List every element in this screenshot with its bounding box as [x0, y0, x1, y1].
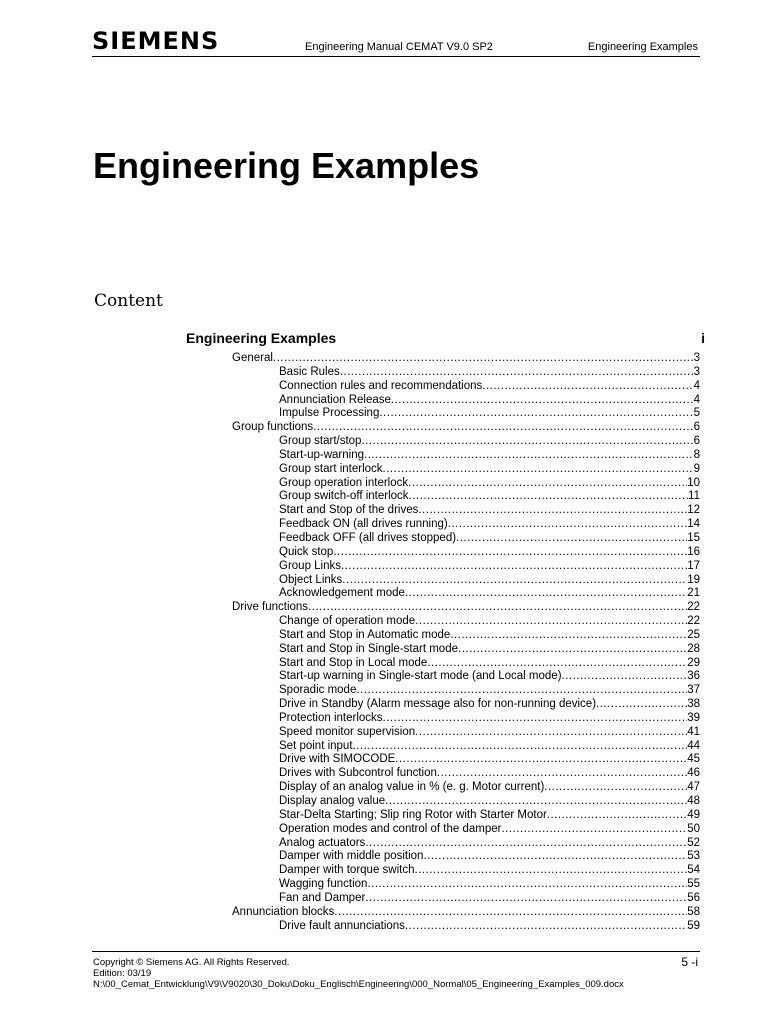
toc-entry-page: 53	[687, 850, 700, 863]
toc-entry-label: Display analog value	[279, 795, 386, 807]
toc-dot-leader	[596, 698, 687, 712]
toc-chapter-entry[interactable]	[0, 906, 768, 920]
toc-section-entry[interactable]	[0, 435, 768, 449]
toc-entry-label: Object Links	[279, 573, 343, 586]
toc-entry-page: 16	[687, 545, 700, 558]
toc-entry-page: 15	[687, 531, 700, 544]
toc-entry-page: 10	[687, 476, 700, 489]
toc-dot-leader	[340, 366, 694, 380]
toc-entry-label: Group start/stop	[279, 435, 362, 448]
toc-entry-label: Start and Stop in Automatic mode	[279, 628, 451, 641]
toc-section-entry[interactable]	[0, 532, 768, 546]
toc-entry-label: Operation modes and control of the damper	[279, 822, 502, 835]
toc-section-entry[interactable]	[0, 657, 768, 671]
toc-dot-leader	[313, 421, 693, 435]
toc-entry-label: Start and Stop in Single-start mode	[279, 642, 458, 655]
toc-entry-page: 38	[687, 698, 700, 711]
toc-entry-page: 47	[687, 781, 700, 794]
toc-entry-label: Drive fault annunciations	[279, 919, 405, 932]
toc-section-entry[interactable]	[0, 477, 768, 491]
toc-entry-page: 3	[693, 352, 700, 364]
toc-dot-leader	[415, 615, 687, 629]
toc-dot-leader	[501, 823, 687, 837]
toc-heading[interactable]	[186, 330, 705, 346]
toc-section-entry[interactable]	[0, 892, 768, 906]
toc-entry-label: Drive in Standby (Alarm message also for non-running device)	[279, 698, 597, 711]
toc-section-entry[interactable]	[0, 366, 768, 380]
toc-chapter-entry[interactable]	[0, 421, 768, 435]
toc-section-entry[interactable]	[0, 823, 768, 837]
header-section-title: Engineering Examples	[587, 41, 698, 53]
toc-dot-leader	[379, 407, 693, 421]
toc-dot-leader	[423, 850, 687, 864]
toc-section-entry[interactable]	[0, 740, 768, 754]
toc-dot-leader	[356, 684, 687, 698]
toc-dot-leader	[405, 920, 687, 934]
header-manual-title: Engineering Manual CEMAT V9.0 SP2	[305, 41, 493, 53]
toc-dot-leader	[341, 560, 687, 574]
toc-entry-label: Drive with SIMOCODE	[279, 753, 396, 766]
toc-entry-page: 56	[687, 891, 700, 904]
toc-dot-leader	[364, 449, 694, 463]
toc-dot-leader	[456, 532, 687, 546]
toc-section-entry[interactable]	[0, 380, 768, 394]
toc-entry-label: Analog actuators	[279, 836, 366, 849]
header-divider	[92, 56, 700, 57]
toc-entry-label: Change of operation mode	[279, 615, 416, 628]
toc-section-entry[interactable]	[0, 712, 768, 726]
toc-dot-leader	[562, 670, 688, 684]
toc-dot-leader	[544, 781, 687, 795]
toc-section-entry[interactable]	[0, 809, 768, 823]
toc-entry-page: 58	[687, 905, 700, 918]
toc-section-entry[interactable]	[0, 850, 768, 864]
toc-entry-label: Group switch-off interlock	[279, 490, 409, 503]
toc-section-entry[interactable]	[0, 684, 768, 698]
toc-dot-leader	[383, 463, 694, 477]
toc-entry-page: 8	[693, 448, 700, 461]
toc-section-entry[interactable]	[0, 615, 768, 629]
toc-dot-leader	[383, 712, 688, 726]
toc-entry-page: 39	[687, 711, 700, 724]
toc-entry-label: Wagging function	[279, 878, 368, 891]
toc-entry-label: Damper with torque switch	[279, 864, 415, 877]
toc-entry-label: Group functions	[232, 421, 314, 434]
toc-section-entry[interactable]	[0, 670, 768, 684]
toc-section-entry[interactable]	[0, 574, 768, 588]
toc-entry-page: 45	[687, 753, 700, 766]
toc-entry-label: Feedback ON (all drives running)	[279, 518, 448, 531]
toc-entry-label: Star-Delta Starting; Slip ring Rotor with Starter Motor	[279, 808, 547, 821]
toc-entry-page: 12	[687, 504, 700, 517]
toc-entry-page: 59	[687, 919, 700, 932]
toc-entry-label: Quick stop	[279, 545, 334, 558]
toc-section-entry[interactable]	[0, 629, 768, 643]
toc-section-entry[interactable]	[0, 753, 768, 767]
toc-dot-leader	[418, 504, 687, 518]
toc-dot-leader	[395, 753, 687, 767]
toc-entry-label: Group Links	[279, 559, 342, 572]
toc-entry-page: 50	[687, 822, 700, 835]
toc-entry-page: 5	[693, 407, 700, 420]
toc-section-entry[interactable]	[0, 463, 768, 477]
toc-entry-page: 6	[693, 421, 700, 434]
toc-chapter-entry[interactable]	[0, 352, 768, 366]
toc-entry-label: Group operation interlock	[279, 476, 409, 489]
toc-entry-label: Start-up warning in Single-start mode (and Local mode)	[279, 670, 562, 683]
toc-heading-page: i	[701, 330, 705, 346]
toc-section-entry[interactable]	[0, 560, 768, 574]
toc-entry-label: Impulse Processing	[279, 407, 380, 420]
toc-entry-label: Annunciation blocks	[232, 905, 335, 918]
toc-entry-page: 3	[693, 365, 700, 378]
toc-entry-page: 28	[687, 642, 700, 655]
toc-dot-leader	[391, 394, 694, 408]
footer-page-number: 5 -i	[681, 955, 698, 969]
toc-entry-page: 29	[687, 656, 700, 669]
toc-dot-leader	[365, 837, 687, 851]
page-title: Engineering Examples	[93, 145, 480, 186]
toc-entry-page: 4	[693, 393, 700, 406]
toc-entry-label: Feedback OFF (all drives stopped)	[279, 531, 457, 544]
toc-entry-label: Start and Stop of the drives	[279, 504, 419, 517]
toc-section-entry[interactable]	[0, 587, 768, 601]
toc-entry-label: Connection rules and recommendations	[279, 379, 483, 392]
toc-dot-leader	[361, 435, 693, 449]
toc-chapter-entry[interactable]	[0, 601, 768, 615]
table-of-contents	[0, 352, 768, 933]
toc-entry-page: 37	[687, 684, 700, 697]
toc-entry-page: 6	[693, 435, 700, 448]
footer-copyright: Copyright © Siemens AG. All Rights Reserved.	[93, 957, 290, 968]
toc-entry-page: 44	[687, 739, 700, 752]
toc-entry-label: Fan and Damper	[279, 891, 366, 904]
toc-dot-leader	[333, 546, 687, 560]
toc-entry-page: 41	[687, 725, 700, 738]
toc-section-entry[interactable]	[0, 864, 768, 878]
footer-file-path: N:\00_Cemat_Entwicklung\V9\V9020\30_Doku\Doku_Englisch\Engineering\000_Normal\05_Engineering_Examples_009.docx	[93, 979, 624, 990]
toc-entry-label: Set point input	[279, 739, 353, 752]
toc-entry-page: 22	[687, 601, 700, 614]
toc-entry-label: Start and Stop in Local mode	[279, 656, 428, 669]
toc-dot-leader	[367, 878, 687, 892]
toc-dot-leader	[437, 767, 687, 781]
toc-entry-label: Basic Rules	[279, 365, 340, 378]
toc-dot-leader	[308, 601, 687, 615]
toc-heading-label: Engineering Examples	[186, 330, 337, 346]
toc-section-entry[interactable]	[0, 781, 768, 795]
toc-entry-page: 46	[687, 767, 700, 780]
toc-dot-leader	[450, 629, 687, 643]
toc-entry-page: 11	[688, 490, 700, 503]
toc-entry-page: 9	[693, 462, 700, 475]
siemens-logo: SIEMENS	[92, 27, 220, 55]
toc-entry-page: 52	[687, 836, 700, 849]
toc-dot-leader	[547, 809, 687, 823]
toc-section-entry[interactable]	[0, 407, 768, 421]
toc-section-entry[interactable]	[0, 449, 768, 463]
toc-section-entry[interactable]	[0, 920, 768, 934]
toc-entry-label: Group start interlock	[279, 462, 383, 475]
toc-dot-leader	[458, 643, 687, 657]
footer-divider	[92, 951, 700, 952]
toc-dot-leader	[405, 587, 687, 601]
toc-entry-label: Acknowledgement mode	[279, 587, 405, 600]
toc-dot-leader	[448, 518, 687, 532]
toc-entry-label: Annunciation Release	[279, 393, 391, 406]
toc-dot-leader	[482, 380, 693, 394]
toc-section-entry[interactable]	[0, 518, 768, 532]
toc-section-entry[interactable]	[0, 546, 768, 560]
toc-section-entry[interactable]	[0, 837, 768, 851]
content-heading: Content	[94, 291, 163, 311]
toc-section-entry[interactable]	[0, 698, 768, 712]
toc-entry-page: 4	[693, 379, 700, 392]
toc-dot-leader	[427, 657, 687, 671]
toc-dot-leader	[409, 490, 689, 504]
toc-dot-leader	[342, 574, 687, 588]
toc-entry-label: Display of an analog value in % (e. g. Motor current)	[279, 781, 545, 794]
toc-dot-leader	[353, 740, 688, 754]
toc-section-entry[interactable]	[0, 643, 768, 657]
toc-entry-label: Damper with middle position	[279, 850, 424, 863]
toc-entry-label: Start-up-warning	[279, 448, 365, 461]
toc-section-entry[interactable]	[0, 504, 768, 518]
toc-entry-label: Speed monitor supervision	[279, 725, 416, 738]
toc-entry-label: Drives with Subcontrol function	[279, 767, 437, 780]
toc-section-entry[interactable]	[0, 878, 768, 892]
toc-section-entry[interactable]	[0, 767, 768, 781]
toc-section-entry[interactable]	[0, 795, 768, 809]
toc-section-entry[interactable]	[0, 394, 768, 408]
footer-edition: Edition: 03/19	[93, 968, 152, 979]
toc-entry-label: Sporadic mode	[279, 684, 357, 697]
toc-dot-leader	[415, 864, 688, 878]
toc-dot-leader	[385, 795, 687, 809]
toc-entry-page: 54	[687, 864, 700, 877]
toc-entry-page: 55	[687, 878, 700, 891]
toc-section-entry[interactable]	[0, 726, 768, 740]
toc-entry-label: General	[232, 352, 273, 364]
toc-dot-leader	[334, 906, 687, 920]
toc-entry-page: 14	[687, 518, 700, 531]
toc-entry-page: 25	[687, 628, 700, 641]
toc-dot-leader	[415, 726, 687, 740]
toc-entry-page: 36	[687, 670, 700, 683]
toc-section-entry[interactable]	[0, 490, 768, 504]
toc-entry-page: 17	[687, 559, 700, 572]
toc-entry-page: 19	[687, 573, 700, 586]
toc-dot-leader	[408, 477, 687, 491]
toc-entry-label: Drive functions	[232, 601, 309, 614]
toc-entry-page: 49	[687, 808, 700, 821]
toc-dot-leader	[365, 892, 687, 906]
toc-dot-leader	[273, 352, 694, 366]
toc-entry-page: 48	[687, 795, 700, 807]
toc-entry-label: Protection interlocks	[279, 711, 383, 724]
toc-entry-page: 21	[687, 587, 700, 600]
toc-entry-page: 22	[687, 615, 700, 628]
